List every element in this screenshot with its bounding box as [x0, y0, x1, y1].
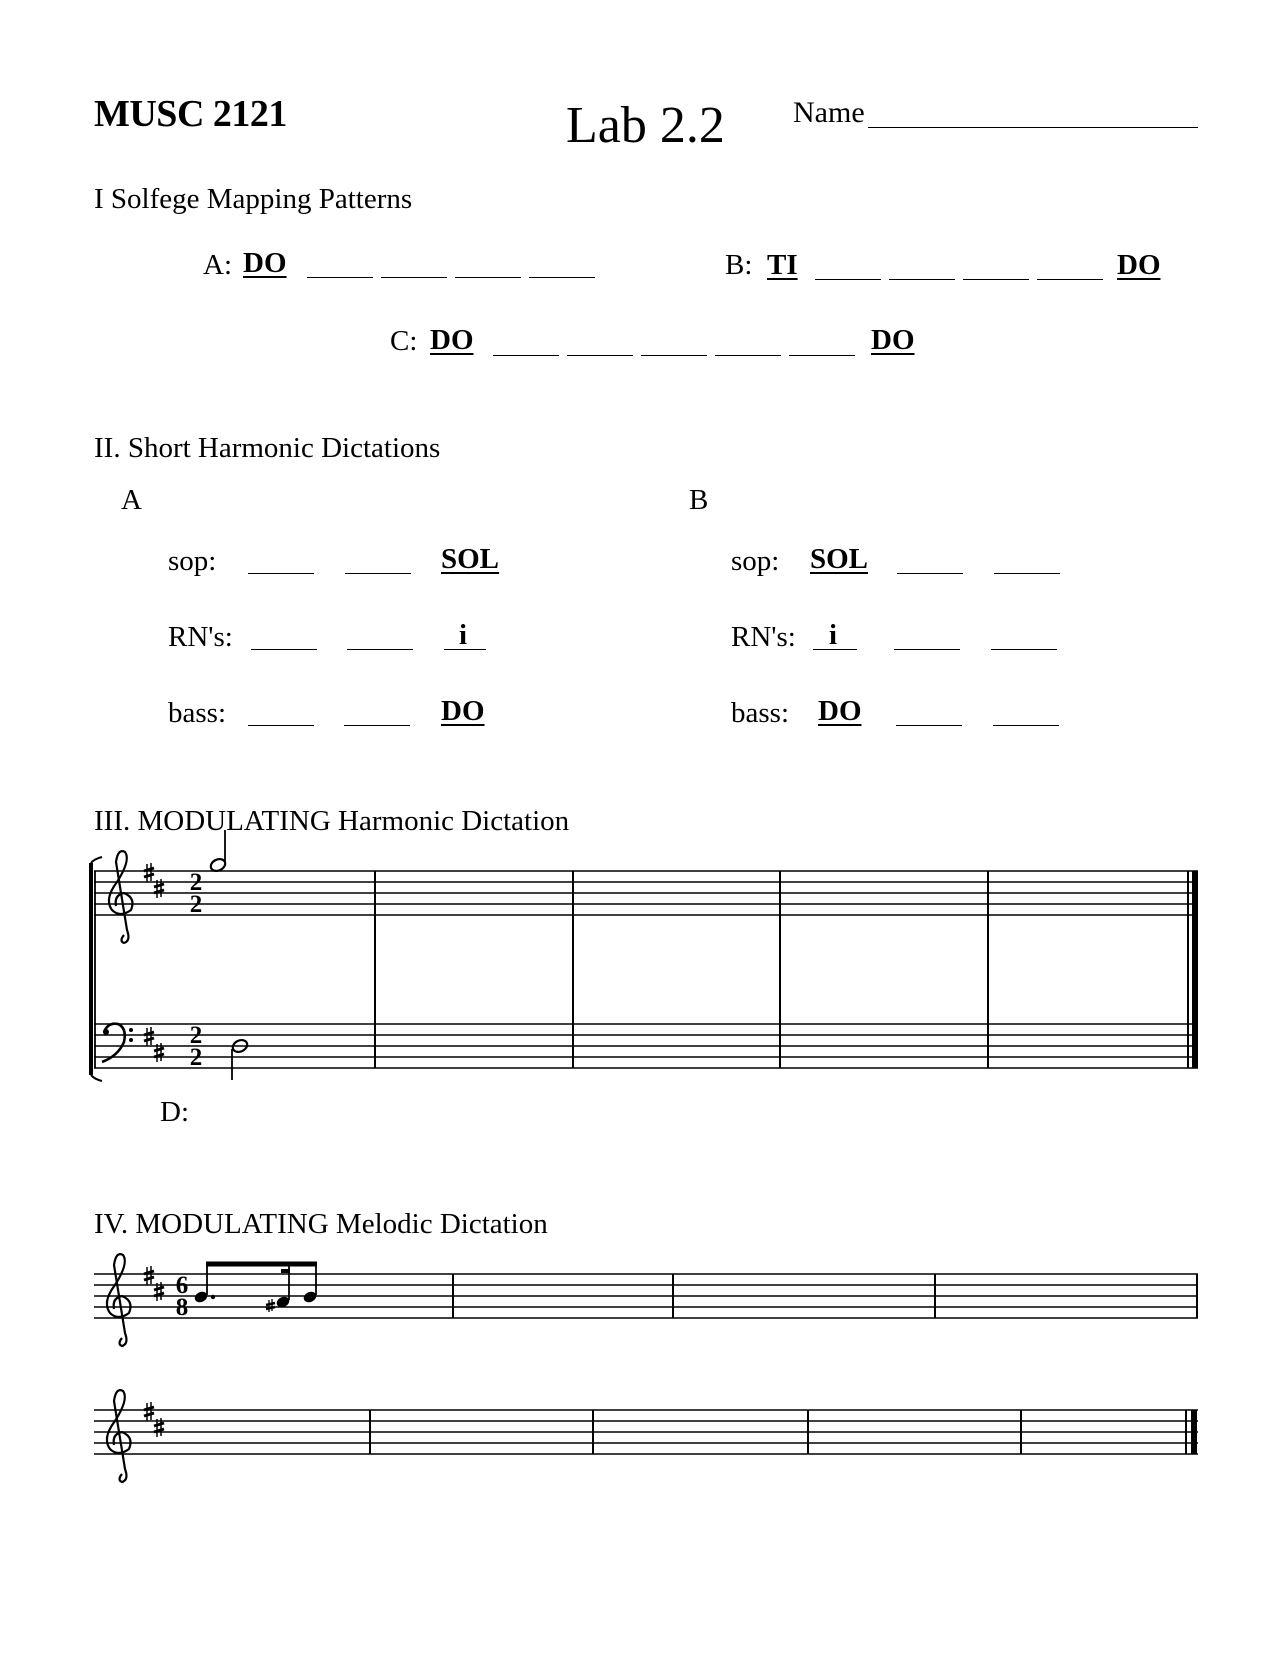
section-2-heading: II. Short Harmonic Dictations	[94, 432, 441, 464]
dictation-a-rn-label: RN's:	[168, 621, 233, 653]
course-number: MUSC 2121	[94, 93, 287, 135]
dictation-b-rn-label: RN's:	[731, 621, 796, 653]
treble-staff[interactable]	[94, 871, 1198, 915]
dictation-b-sop-given: SOL	[810, 543, 869, 575]
dictation-b-bass-given: DO	[818, 695, 862, 727]
pattern-c-start: DO	[430, 324, 474, 356]
bass-clef-dot	[103, 1029, 109, 1035]
name-label: Name	[793, 96, 865, 129]
melody-staff-2[interactable]	[94, 1410, 1198, 1454]
pattern-a-label: A:	[203, 249, 232, 281]
half-note-icon	[231, 1038, 249, 1080]
treble-clef-icon	[107, 1390, 131, 1482]
pattern-b-start: TI	[767, 249, 798, 281]
dictation-b-label: B	[689, 484, 709, 516]
treble-clef-icon	[107, 1254, 131, 1346]
dictation-a-label: A	[121, 484, 142, 516]
treble-clef-icon	[109, 851, 133, 943]
bracket-top-hook	[91, 857, 102, 863]
melody-staff-1[interactable]	[94, 1274, 1198, 1318]
bracket-bottom-hook	[91, 1075, 102, 1081]
pattern-b-label: B:	[725, 249, 753, 281]
section-4-heading: IV. MODULATING Melodic Dictation	[94, 1208, 548, 1240]
dictation-a-sop-given: SOL	[441, 543, 500, 575]
dictation-b-sop-label: sop:	[731, 545, 780, 577]
dictation-a-bass-label: bass:	[168, 697, 226, 729]
bass-clef-dot	[129, 1038, 133, 1042]
time-signature-bottom: 2	[189, 1044, 203, 1071]
pattern-c-end: DO	[871, 324, 915, 356]
time-signature-top: 2	[189, 1022, 203, 1049]
bass-staff[interactable]	[94, 1024, 1198, 1068]
section-1-heading: I Solfege Mapping Patterns	[94, 183, 413, 215]
dictation-a-sop-label: sop:	[168, 545, 217, 577]
key-label: D:	[160, 1096, 189, 1128]
pattern-b-end: DO	[1117, 249, 1161, 281]
section-3-heading: III. MODULATING Harmonic Dictation	[94, 805, 570, 837]
dictation-b-rn-given: i	[829, 619, 838, 651]
time-signature-bottom: 2	[189, 891, 203, 918]
beamed-notes-icon	[193, 1263, 318, 1312]
time-signature-top: 6	[175, 1272, 189, 1299]
pattern-a-start: DO	[243, 247, 287, 279]
grand-staff-barlines	[375, 871, 1188, 1068]
dictation-a-bass-given: DO	[441, 695, 485, 727]
bass-clef-dot	[129, 1028, 133, 1032]
dictation-b-bass-label: bass:	[731, 697, 789, 729]
time-signature-bottom: 8	[175, 1294, 189, 1321]
half-note-icon	[209, 830, 227, 873]
pattern-c-label: C:	[390, 325, 418, 357]
time-signature-top: 2	[189, 869, 203, 896]
page-title: Lab 2.2	[566, 97, 725, 154]
dictation-a-rn-given: i	[459, 619, 468, 651]
